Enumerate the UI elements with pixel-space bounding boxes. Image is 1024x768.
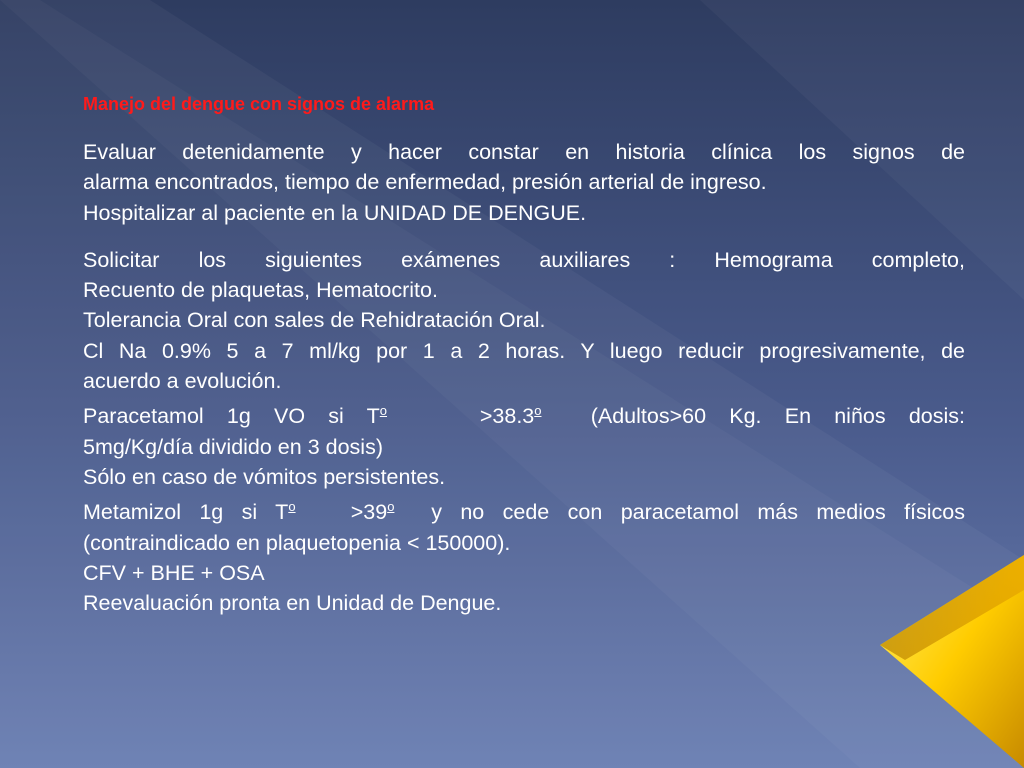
text-line: Sólo en caso de vómitos persistentes. (83, 464, 446, 489)
text-fragment: >38.3 (479, 404, 535, 429)
text-line: Solicitar los siguientes exámenes auxiliares : Hemograma completo, (83, 247, 965, 272)
degree-symbol: o (534, 403, 542, 419)
text-line: Tolerancia Oral con sales de Rehidratación Oral. (83, 308, 546, 333)
text-line: Reevaluación pronta en Unidad de Dengue. (83, 591, 502, 616)
degree-symbol: o (379, 403, 388, 419)
text-line: CFV + BHE + OSA (83, 560, 265, 585)
slide-content (83, 92, 965, 635)
text-line: alarma encontrados, tiempo de enfermedad, presión arterial de ingreso. (83, 170, 767, 195)
text-line: Evaluar detenidamente y hacer constar en historia clínica los signos de (83, 140, 965, 164)
degree-symbol: o (288, 499, 296, 515)
text-fragment: >39 (350, 500, 388, 525)
degree-symbol: o (387, 499, 395, 515)
text-line: Cl Na 0.9% 5 a 7 ml/kg por 1 a 2 horas. Y luego reducir progresivamente, de (83, 338, 965, 363)
text-line: Recuento de plaquetas, Hematocrito. (83, 278, 438, 303)
text-fragment: Paracetamol 1g VO si T (83, 404, 380, 429)
text-line: (contraindicado en plaquetopenia < 150000). (83, 530, 511, 555)
text-fragment: (Adultos>60 Kg. En niños dosis: (590, 404, 965, 429)
text-line: 5mg/Kg/día dividido en 3 dosis) (83, 434, 383, 459)
paragraph-instructions (83, 245, 965, 619)
metamizol-line (83, 492, 965, 527)
paracetamol-line (83, 396, 965, 431)
text-line: Hospitalizar al paciente en la UNIDAD DE DENGUE. (83, 200, 587, 225)
text-line: acuerdo a evolución. (83, 369, 282, 394)
paragraph-evaluation (83, 137, 965, 228)
text-fragment: Metamizol 1g si T (83, 500, 289, 525)
slide-title: Manejo del dengue con signos de alarma (83, 94, 435, 114)
text-fragment: y no cede con paracetamol más medios físicos (431, 500, 966, 525)
